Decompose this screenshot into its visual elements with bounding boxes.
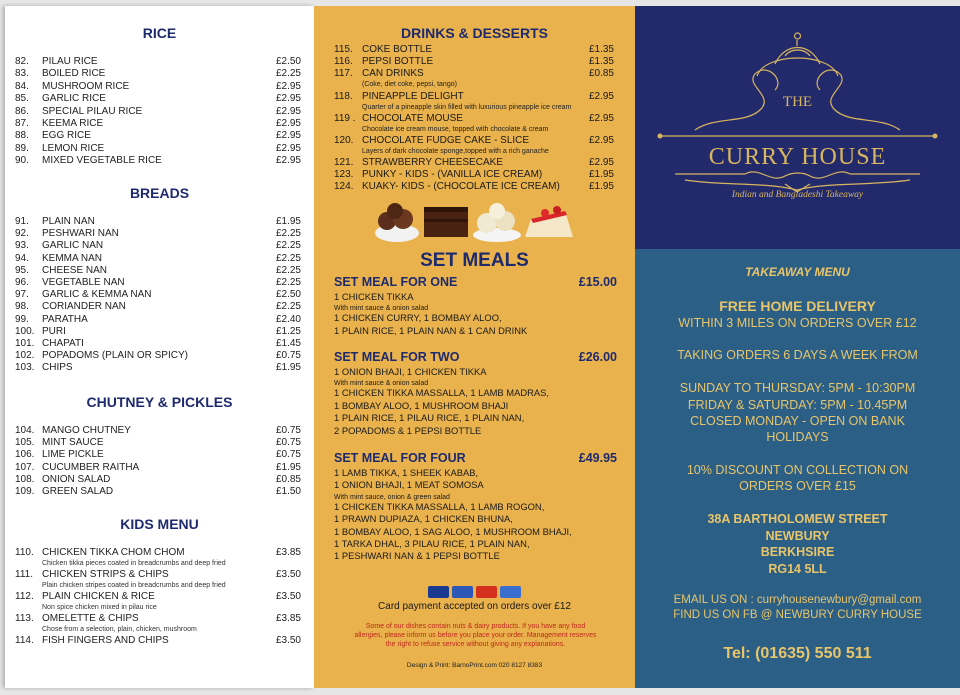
item-name: COKE BOTTLE (362, 44, 433, 55)
set-meal-line: 1 TARKA DHAL, 3 PILAU RICE, 1 PLAIN NAN, (334, 538, 530, 549)
item-price: £2.25 (275, 277, 301, 288)
item-price: £2.95 (588, 91, 614, 102)
item-number: 101. (15, 338, 35, 349)
item-number: 107. (15, 461, 35, 473)
item-number: 88. (15, 130, 29, 142)
item-name: GARLIC NAN (42, 240, 104, 252)
chutney-heading: CHUTNEY & PICKLES (86, 394, 233, 410)
item-name: KUAKY- KIDS - (CHOCOLATE ICE CREAM) (362, 181, 560, 192)
item-price: £3.50 (275, 569, 301, 580)
item-price: £1.50 (275, 486, 301, 497)
email-contact: EMAIL US ON : curryhousenewbury@gmail.com (673, 594, 922, 606)
item-price: £0.75 (275, 425, 301, 436)
item-number: 104. (15, 425, 35, 436)
set-meal-line: 1 CHICKEN TIKKA (334, 291, 414, 302)
item-price: £0.85 (275, 473, 301, 485)
item-name: CHICKEN TIKKA CHOM CHOM (42, 547, 185, 558)
item-name: BOILED RICE (42, 68, 106, 80)
item-number: 115. (334, 44, 353, 55)
item-name: STRAWBERRY CHEESECAKE (362, 157, 503, 168)
item-number: 109. (15, 486, 35, 497)
item-name: KEEMA RICE (42, 118, 104, 129)
item-price: £2.95 (588, 113, 614, 124)
order-days: TAKING ORDERS 6 DAYS A WEEK FROM (677, 348, 918, 362)
item-price: £1.95 (275, 362, 301, 374)
design-credit: Design & Print: BarnoPrint.com 020 8127 8383 (406, 662, 543, 669)
item-price: £2.50 (275, 56, 301, 67)
set-meal-name: SET MEAL FOR ONE (334, 275, 458, 289)
set-meal-line: 1 ONION BHAJI, 1 MEAT SOMOSA (334, 479, 484, 491)
item-name: CHICKEN STRIPS & CHIPS (42, 569, 169, 580)
item-price: £0.75 (275, 449, 301, 461)
item-price: £3.85 (275, 547, 301, 558)
item-price: £1.35 (588, 56, 614, 67)
item-description: Chose from a selection, plain, chicken, mushroom (42, 626, 197, 633)
address-street: 38A BARTHOLOMEW STREET (707, 512, 888, 526)
item-price: £1.95 (588, 169, 614, 180)
item-price: £1.95 (275, 216, 301, 227)
item-price: £2.50 (275, 289, 301, 301)
item-price: £0.75 (275, 350, 301, 362)
item-number: 83. (15, 68, 29, 80)
item-name: CAN DRINKS (362, 68, 424, 79)
set-meal-price: £49.95 (578, 451, 617, 465)
item-number: 85. (15, 93, 29, 105)
item-name: CHIPS (42, 362, 73, 374)
item-description: Layers of dark chocolate sponge,topped with a rich ganache (362, 148, 549, 155)
item-name: PUNKY - KIDS - (VANILLA ICE CREAM) (362, 169, 543, 180)
set-meal-line: 1 LAMB TIKKA, 1 SHEEK KABAB, (334, 467, 479, 478)
set-meal-title (334, 350, 617, 364)
item-number: 84. (15, 80, 29, 92)
item-name: CHOCOLATE FUDGE CAKE - SLICE (362, 135, 530, 146)
item-name: MINT SAUCE (42, 437, 104, 449)
item-price: £2.25 (275, 252, 301, 264)
item-number: 111. (15, 569, 33, 580)
item-description: Chocolate ice cream mouse, topped with chocolate & cream (362, 126, 549, 133)
item-price: £2.95 (275, 105, 301, 117)
set-meals-heading: SET MEALS (420, 250, 529, 271)
item-number: 118. (334, 91, 353, 102)
item-price: £2.95 (275, 155, 301, 167)
item-price: £2.25 (275, 301, 301, 313)
item-number: 91. (15, 216, 29, 227)
item-name: MANGO CHUTNEY (42, 425, 131, 436)
item-number: 89. (15, 142, 29, 154)
item-name: PLAIN NAN (42, 216, 95, 227)
item-price: £2.25 (275, 264, 301, 276)
facebook-contact: FIND US ON FB @ NEWBURY CURRY HOUSE (673, 609, 922, 621)
item-name: GREEN SALAD (42, 486, 114, 497)
set-meal-name: SET MEAL FOR FOUR (334, 451, 466, 465)
set-meal-line: With mint sauce & onion salad (334, 305, 429, 313)
rice-heading: RICE (142, 25, 177, 41)
item-name: CHAPATI (42, 338, 84, 349)
card-payment-note: Card payment accepted on orders over £12 (378, 601, 571, 612)
item-name: EGG RICE (42, 130, 91, 142)
desserts-illustration (369, 197, 579, 245)
delivery-subtitle: WITHIN 3 MILES ON ORDERS OVER £12 (678, 316, 917, 330)
item-price: £2.40 (275, 313, 301, 325)
item-number: 117. (334, 68, 353, 79)
item-number: 99. (15, 313, 29, 325)
item-name: VEGETABLE NAN (42, 277, 125, 288)
item-number: 103. (15, 362, 35, 374)
takeaway-menu-label: TAKEAWAY MENU (745, 265, 850, 279)
closed-note: CLOSED MONDAY - OPEN ON BANK (690, 414, 905, 428)
item-description: (Coke, diet coke, pepsi, tango) (362, 81, 457, 88)
breads-heading: BREADS (129, 185, 190, 201)
item-name: LEMON RICE (42, 142, 105, 154)
item-price: £2.25 (275, 240, 301, 252)
item-name: KEMMA NAN (42, 252, 103, 264)
item-price: £1.35 (588, 44, 614, 55)
item-number: 86. (15, 105, 29, 117)
item-number: 82. (15, 56, 29, 67)
item-price: £2.25 (275, 228, 301, 240)
item-description: Chicken tikka pieces coated in breadcrumbs and deep fried (42, 560, 226, 567)
item-price: £2.95 (275, 118, 301, 129)
brand-name: CURRY HOUSE (708, 144, 887, 170)
item-number: 114. (15, 635, 34, 646)
set-meal-line: 1 CHICKEN TIKKA MASSALLA, 1 LAMB MADRAS, (334, 387, 550, 399)
item-number: 116. (334, 56, 353, 67)
item-description: Non spice chicken mixed in pilau rice (42, 604, 157, 611)
item-number: 112. (15, 591, 34, 602)
mastercard-icon (476, 586, 497, 598)
item-price: £1.25 (275, 325, 301, 337)
item-number: 102. (15, 350, 35, 362)
set-meal-price: £26.00 (578, 350, 617, 364)
item-name: OMELETTE & CHIPS (42, 613, 139, 624)
item-name: CHOCOLATE MOUSE (362, 113, 463, 124)
set-meal-name: SET MEAL FOR TWO (334, 350, 460, 364)
item-number: 97. (15, 289, 29, 301)
item-price: £2.95 (588, 157, 614, 168)
set-meal-line: 1 CHICKEN TIKKA MASSALLA, 1 LAMB ROGON, (334, 500, 545, 512)
item-name: PESHWARI NAN (42, 228, 119, 240)
item-number: 90. (15, 155, 29, 167)
item-number: 123. (334, 169, 354, 180)
item-name: GARLIC RICE (42, 93, 106, 105)
item-price: £2.95 (275, 80, 301, 92)
maestro-card-icon (500, 586, 521, 598)
delivery-title: FREE HOME DELIVERY (719, 298, 876, 314)
set-meal-line: 1 PLAIN RICE, 1 PILAU RICE, 1 PLAIN NAN, (334, 412, 525, 424)
item-description: Quarter of a pineapple skin filled with luxurious pineapple ice cream (362, 104, 572, 111)
set-meal-line: 1 PLAIN RICE, 1 PLAIN NAN & 1 CAN DRINK (334, 324, 528, 336)
item-price: £1.95 (275, 461, 301, 473)
set-meal-line: With mint sauce, onion & green salad (334, 493, 450, 501)
address-county: BERKHSIRE (760, 545, 835, 559)
ornament-frame-icon (635, 6, 960, 249)
set-meal-line: 1 BOMBAY ALOO, 1 MUSHROOM BHAJI (334, 399, 509, 411)
hours-fri-sat: FRIDAY & SATURDAY: 5PM - 10.45PM (687, 398, 908, 412)
item-name: PLAIN CHICKEN & RICE (42, 591, 155, 602)
brand-tagline: Indian and Bangladeshi Takeaway (731, 190, 864, 200)
allergy-note-3: the right to refuse service without giving any explanations. (385, 641, 566, 648)
discount-line-2: ORDERS OVER £15 (739, 479, 856, 493)
item-price: £1.45 (275, 338, 301, 349)
set-meal-price: £15.00 (578, 275, 617, 289)
item-price: £3.50 (275, 635, 301, 646)
item-name: SPECIAL PILAU RICE (42, 105, 143, 117)
item-price: £0.85 (588, 68, 614, 79)
discount-line-1: 10% DISCOUNT ON COLLECTION ON (686, 463, 909, 477)
item-number: 94. (15, 252, 29, 264)
item-price: £1.95 (588, 181, 614, 192)
visa-card-icon (428, 586, 449, 598)
info-panel (635, 249, 960, 688)
item-name: PILAU RICE (42, 56, 98, 67)
item-name: POPADOMS (PLAIN OR SPICY) (42, 350, 188, 362)
item-number: 93. (15, 240, 29, 252)
item-price: £0.75 (275, 437, 301, 449)
item-name: MUSHROOM RICE (42, 80, 130, 92)
item-price: £2.95 (275, 142, 301, 154)
allergy-note-2: allergies, please inform us before you place your order. Management reserves (354, 632, 597, 639)
item-number: 120. (334, 135, 354, 146)
set-meal-line: 1 PESHWARI NAN & 1 PEPSI BOTTLE (334, 550, 500, 562)
visa-debit-card-icon (452, 586, 473, 598)
item-name: PURI (42, 325, 66, 337)
item-number: 108. (15, 473, 35, 485)
item-number: 105. (15, 437, 35, 449)
item-number: 92. (15, 228, 29, 240)
item-price: £3.50 (275, 591, 301, 602)
item-number: 119 . (334, 113, 356, 124)
item-name: FISH FINGERS AND CHIPS (42, 635, 169, 646)
set-meal-title (334, 275, 617, 289)
item-name: GARLIC & KEMMA NAN (42, 289, 152, 301)
set-meal-line: 1 BOMBAY ALOO, 1 SAG ALOO, 1 MUSHROOM BHAJI, (334, 525, 572, 537)
kids-heading: KIDS MENU (120, 516, 199, 532)
item-name: CUCUMBER RAITHA (42, 461, 140, 473)
item-number: 121. (334, 157, 354, 168)
item-name: PARATHA (42, 313, 88, 325)
item-name: PEPSI BOTTLE (362, 56, 434, 67)
closed-note-holidays: HOLIDAYS (766, 430, 829, 444)
item-name: CHEESE NAN (42, 264, 108, 276)
item-description: Plain chicken stripes coated in breadcrumbs and deep fried (42, 582, 226, 589)
telephone: Tel: (01635) 550 511 (723, 645, 872, 662)
item-number: 98. (15, 301, 29, 313)
item-number: 96. (15, 277, 29, 288)
set-meal-line: 2 POPADOMS & 1 PEPSI BOTTLE (334, 424, 482, 436)
set-meal-line: With mint sauce & onion salad (334, 380, 429, 388)
item-number: 87. (15, 118, 29, 129)
item-price: £2.95 (275, 130, 301, 142)
item-price: £2.25 (275, 68, 301, 80)
set-meal-line: 1 CHICKEN CURRY, 1 BOMBAY ALOO, (334, 312, 502, 324)
menu-panel-middle (314, 6, 635, 688)
brand-the: THE (782, 94, 813, 110)
item-number: 100. (15, 325, 35, 337)
item-name: PINEAPPLE DELIGHT (362, 91, 464, 102)
address-postcode: RG14 5LL (768, 562, 827, 576)
hours-sun-thu: SUNDAY TO THURSDAY: 5PM - 10:30PM (679, 381, 916, 395)
item-name: ONION SALAD (42, 473, 111, 485)
payment-cards (428, 586, 521, 598)
item-number: 110. (15, 547, 34, 558)
menu-panel-left (5, 6, 314, 688)
item-number: 113. (15, 613, 34, 624)
set-meal-line: 1 ONION BHAJI, 1 CHICKEN TIKKA (334, 366, 487, 377)
item-name: LIME PICKLE (42, 449, 104, 461)
item-price: £2.95 (275, 93, 301, 105)
item-name: MIXED VEGETABLE RICE (42, 155, 162, 167)
set-meal-line: 1 PRAWN DUPIAZA, 1 CHICKEN BHUNA, (334, 513, 513, 525)
allergy-note-1: Some of our dishes contain nuts & dairy products. If you have any food (365, 623, 586, 630)
item-number: 95. (15, 264, 29, 276)
item-number: 106. (15, 449, 35, 461)
drinks-heading: DRINKS & DESSERTS (400, 25, 549, 41)
item-price: £3.85 (275, 613, 301, 624)
address-town: NEWBURY (765, 529, 830, 543)
brand-panel (635, 6, 960, 249)
item-number: 124. (334, 181, 354, 192)
item-name: CORIANDER NAN (42, 301, 126, 313)
set-meal-title (334, 451, 617, 465)
item-price: £2.95 (588, 135, 614, 146)
